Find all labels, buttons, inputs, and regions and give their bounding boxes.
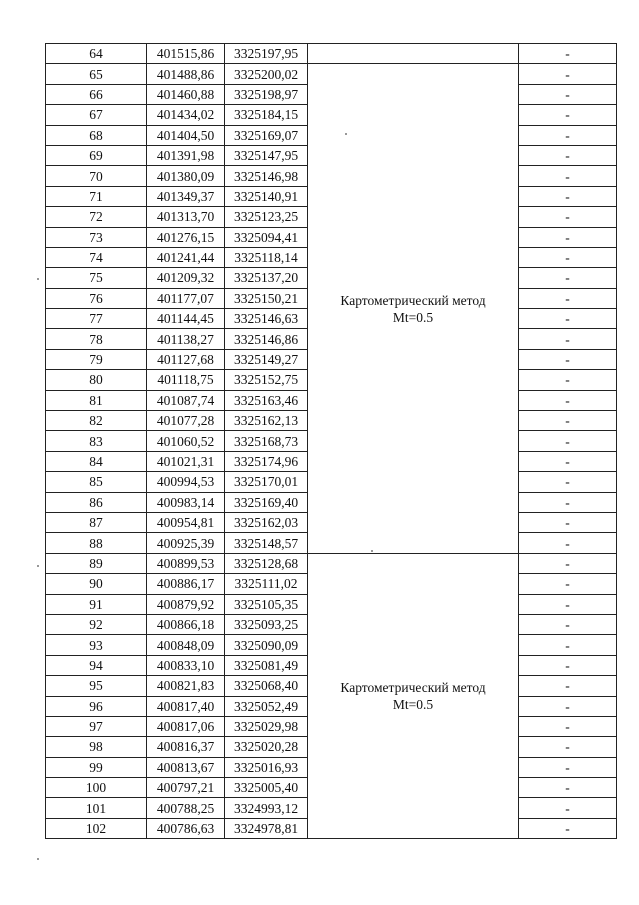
y-coordinate-cell: 3325197,95 <box>225 44 308 64</box>
y-coordinate-cell: 3325184,15 <box>225 105 308 125</box>
note-cell: - <box>519 166 617 186</box>
note-cell: - <box>519 411 617 431</box>
point-number-cell: 70 <box>46 166 147 186</box>
x-coordinate-cell: 400886,17 <box>147 574 225 594</box>
point-number-cell: 86 <box>46 492 147 512</box>
note-cell: - <box>519 186 617 206</box>
x-coordinate-cell: 401488,86 <box>147 64 225 84</box>
y-coordinate-cell: 3325029,98 <box>225 716 308 736</box>
scan-speck <box>37 278 39 280</box>
x-coordinate-cell: 401087,74 <box>147 390 225 410</box>
y-coordinate-cell: 3325150,21 <box>225 288 308 308</box>
point-number-cell: 72 <box>46 207 147 227</box>
y-coordinate-cell: 3325093,25 <box>225 614 308 634</box>
x-coordinate-cell: 400899,53 <box>147 553 225 573</box>
point-number-cell: 95 <box>46 676 147 696</box>
y-coordinate-cell: 3325198,97 <box>225 84 308 104</box>
point-number-cell: 94 <box>46 655 147 675</box>
note-cell: - <box>519 512 617 532</box>
point-number-cell: 80 <box>46 370 147 390</box>
method-cell: Картометрический метод Mt=0.5 <box>308 64 519 553</box>
x-coordinate-cell: 401404,50 <box>147 125 225 145</box>
point-number-cell: 85 <box>46 472 147 492</box>
point-number-cell: 96 <box>46 696 147 716</box>
x-coordinate-cell: 400925,39 <box>147 533 225 553</box>
x-coordinate-cell: 401021,31 <box>147 451 225 471</box>
y-coordinate-cell: 3325146,63 <box>225 309 308 329</box>
x-coordinate-cell: 400833,10 <box>147 655 225 675</box>
x-coordinate-cell: 401391,98 <box>147 145 225 165</box>
x-coordinate-cell: 401209,32 <box>147 268 225 288</box>
note-cell: - <box>519 349 617 369</box>
y-coordinate-cell: 3325162,03 <box>225 512 308 532</box>
y-coordinate-cell: 3325111,02 <box>225 574 308 594</box>
note-cell: - <box>519 696 617 716</box>
y-coordinate-cell: 3325005,40 <box>225 778 308 798</box>
point-number-cell: 79 <box>46 349 147 369</box>
y-coordinate-cell: 3325149,27 <box>225 349 308 369</box>
note-cell: - <box>519 798 617 818</box>
y-coordinate-cell: 3325123,25 <box>225 207 308 227</box>
point-number-cell: 93 <box>46 635 147 655</box>
x-coordinate-cell: 401349,37 <box>147 186 225 206</box>
point-number-cell: 88 <box>46 533 147 553</box>
note-cell: - <box>519 778 617 798</box>
point-number-cell: 77 <box>46 309 147 329</box>
note-cell: - <box>519 105 617 125</box>
y-coordinate-cell: 3325148,57 <box>225 533 308 553</box>
note-cell: - <box>519 655 617 675</box>
x-coordinate-cell: 401060,52 <box>147 431 225 451</box>
x-coordinate-cell: 400879,92 <box>147 594 225 614</box>
y-coordinate-cell: 3325168,73 <box>225 431 308 451</box>
point-number-cell: 76 <box>46 288 147 308</box>
point-number-cell: 101 <box>46 798 147 818</box>
note-cell: - <box>519 716 617 736</box>
point-number-cell: 84 <box>46 451 147 471</box>
note-cell: - <box>519 329 617 349</box>
y-coordinate-cell: 3325169,40 <box>225 492 308 512</box>
y-coordinate-cell: 3325163,46 <box>225 390 308 410</box>
x-coordinate-cell: 400983,14 <box>147 492 225 512</box>
x-coordinate-cell: 401460,88 <box>147 84 225 104</box>
x-coordinate-cell: 401241,44 <box>147 247 225 267</box>
note-cell: - <box>519 247 617 267</box>
x-coordinate-cell: 400994,53 <box>147 472 225 492</box>
note-cell: - <box>519 676 617 696</box>
y-coordinate-cell: 3325068,40 <box>225 676 308 696</box>
note-cell: - <box>519 757 617 777</box>
point-number-cell: 91 <box>46 594 147 614</box>
point-number-cell: 83 <box>46 431 147 451</box>
y-coordinate-cell: 3325016,93 <box>225 757 308 777</box>
point-number-cell: 92 <box>46 614 147 634</box>
point-number-cell: 100 <box>46 778 147 798</box>
note-cell: - <box>519 125 617 145</box>
x-coordinate-cell: 401144,45 <box>147 309 225 329</box>
table-row <box>46 553 617 573</box>
x-coordinate-cell: 401177,07 <box>147 288 225 308</box>
note-cell: - <box>519 390 617 410</box>
y-coordinate-cell: 3325200,02 <box>225 64 308 84</box>
scan-speck <box>37 858 39 860</box>
x-coordinate-cell: 401313,70 <box>147 207 225 227</box>
note-cell: - <box>519 145 617 165</box>
point-number-cell: 102 <box>46 818 147 838</box>
y-coordinate-cell: 3325118,14 <box>225 247 308 267</box>
note-cell: - <box>519 492 617 512</box>
x-coordinate-cell: 400848,09 <box>147 635 225 655</box>
y-coordinate-cell: 3325140,91 <box>225 186 308 206</box>
point-number-cell: 65 <box>46 64 147 84</box>
y-coordinate-cell: 3325146,98 <box>225 166 308 186</box>
y-coordinate-cell: 3325170,01 <box>225 472 308 492</box>
x-coordinate-cell: 400817,06 <box>147 716 225 736</box>
point-number-cell: 75 <box>46 268 147 288</box>
coordinates-table <box>45 43 617 839</box>
method-cell: Картометрический метод Mt=0.5 <box>308 553 519 838</box>
coordinates-table-body <box>46 44 617 839</box>
x-coordinate-cell: 401276,15 <box>147 227 225 247</box>
y-coordinate-cell: 3325174,96 <box>225 451 308 471</box>
point-number-cell: 68 <box>46 125 147 145</box>
point-number-cell: 82 <box>46 411 147 431</box>
note-cell: - <box>519 737 617 757</box>
y-coordinate-cell: 3325094,41 <box>225 227 308 247</box>
point-number-cell: 98 <box>46 737 147 757</box>
x-coordinate-cell: 400797,21 <box>147 778 225 798</box>
point-number-cell: 78 <box>46 329 147 349</box>
note-cell: - <box>519 84 617 104</box>
x-coordinate-cell: 401380,09 <box>147 166 225 186</box>
point-number-cell: 89 <box>46 553 147 573</box>
x-coordinate-cell: 401138,27 <box>147 329 225 349</box>
x-coordinate-cell: 400817,40 <box>147 696 225 716</box>
x-coordinate-cell: 401118,75 <box>147 370 225 390</box>
point-number-cell: 87 <box>46 512 147 532</box>
y-coordinate-cell: 3325128,68 <box>225 553 308 573</box>
point-number-cell: 71 <box>46 186 147 206</box>
y-coordinate-cell: 3325162,13 <box>225 411 308 431</box>
y-coordinate-cell: 3325081,49 <box>225 655 308 675</box>
x-coordinate-cell: 401515,86 <box>147 44 225 64</box>
x-coordinate-cell: 400786,63 <box>147 818 225 838</box>
note-cell: - <box>519 64 617 84</box>
x-coordinate-cell: 400866,18 <box>147 614 225 634</box>
note-cell: - <box>519 574 617 594</box>
note-cell: - <box>519 207 617 227</box>
note-cell: - <box>519 533 617 553</box>
note-cell: - <box>519 288 617 308</box>
y-coordinate-cell: 3325052,49 <box>225 696 308 716</box>
point-number-cell: 97 <box>46 716 147 736</box>
x-coordinate-cell: 401127,68 <box>147 349 225 369</box>
y-coordinate-cell: 3325152,75 <box>225 370 308 390</box>
point-number-cell: 64 <box>46 44 147 64</box>
note-cell: - <box>519 472 617 492</box>
point-number-cell: 66 <box>46 84 147 104</box>
note-cell: - <box>519 553 617 573</box>
x-coordinate-cell: 400821,83 <box>147 676 225 696</box>
note-cell: - <box>519 370 617 390</box>
table-row <box>46 64 617 84</box>
y-coordinate-cell: 3325105,35 <box>225 594 308 614</box>
point-number-cell: 99 <box>46 757 147 777</box>
note-cell: - <box>519 44 617 64</box>
y-coordinate-cell: 3325020,28 <box>225 737 308 757</box>
y-coordinate-cell: 3325090,09 <box>225 635 308 655</box>
y-coordinate-cell: 3325146,86 <box>225 329 308 349</box>
x-coordinate-cell: 401077,28 <box>147 411 225 431</box>
table-row <box>46 44 617 64</box>
x-coordinate-cell: 400788,25 <box>147 798 225 818</box>
x-coordinate-cell: 400813,67 <box>147 757 225 777</box>
y-coordinate-cell: 3325169,07 <box>225 125 308 145</box>
point-number-cell: 67 <box>46 105 147 125</box>
point-number-cell: 73 <box>46 227 147 247</box>
note-cell: - <box>519 309 617 329</box>
scan-speck <box>371 550 373 552</box>
scan-speck <box>37 565 39 567</box>
y-coordinate-cell: 3325147,95 <box>225 145 308 165</box>
y-coordinate-cell: 3324993,12 <box>225 798 308 818</box>
scan-speck <box>345 133 347 135</box>
note-cell: - <box>519 227 617 247</box>
point-number-cell: 81 <box>46 390 147 410</box>
note-cell: - <box>519 635 617 655</box>
note-cell: - <box>519 818 617 838</box>
x-coordinate-cell: 400816,37 <box>147 737 225 757</box>
note-cell: - <box>519 451 617 471</box>
note-cell: - <box>519 431 617 451</box>
y-coordinate-cell: 3324978,81 <box>225 818 308 838</box>
point-number-cell: 69 <box>46 145 147 165</box>
note-cell: - <box>519 268 617 288</box>
x-coordinate-cell: 400954,81 <box>147 512 225 532</box>
y-coordinate-cell: 3325137,20 <box>225 268 308 288</box>
point-number-cell: 90 <box>46 574 147 594</box>
note-cell: - <box>519 614 617 634</box>
point-number-cell: 74 <box>46 247 147 267</box>
note-cell: - <box>519 594 617 614</box>
method-cell <box>308 44 519 64</box>
x-coordinate-cell: 401434,02 <box>147 105 225 125</box>
